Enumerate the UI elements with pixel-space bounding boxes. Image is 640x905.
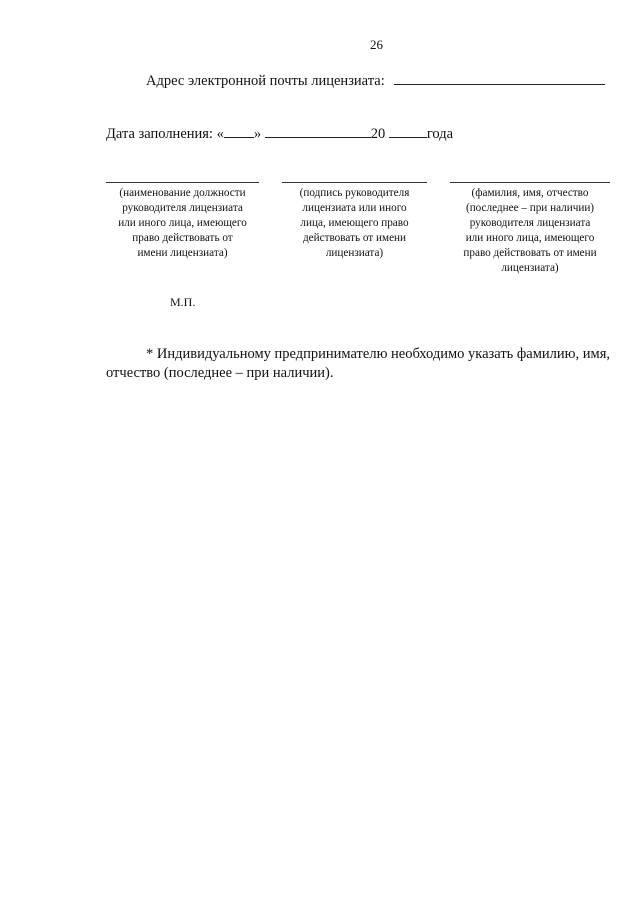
caption-line: руководителя лицензиата	[469, 217, 591, 229]
caption-line: лицензиата)	[501, 262, 559, 274]
caption-line: (подпись руководителя	[299, 187, 410, 199]
date-suffix: года	[426, 126, 454, 142]
signature-block-signature	[282, 182, 427, 261]
footnote: * Индивидуальному предпринимателю необходимо указать фамилию, имя, отчество (последнее – при наличии).	[106, 346, 610, 381]
email-label: Адрес электронной почты лицензиата:	[146, 73, 385, 89]
name-line[interactable]	[450, 182, 610, 183]
position-line[interactable]	[106, 182, 259, 183]
day-field[interactable]	[224, 123, 254, 138]
close-quote: »	[253, 126, 262, 142]
caption-line: имени лицензиата)	[137, 247, 228, 259]
date-row	[106, 123, 453, 143]
caption-line: право действовать от	[132, 232, 233, 244]
signature-line[interactable]	[282, 182, 427, 183]
email-field[interactable]	[394, 70, 605, 85]
caption-line: право действовать от имени	[463, 247, 597, 259]
caption-line: (наименование должности	[119, 187, 246, 199]
page-number: 26	[370, 37, 383, 52]
caption-line: руководителя лицензиата	[122, 202, 243, 214]
year-field[interactable]	[389, 123, 427, 138]
caption-line: (последнее – при наличии)	[465, 202, 595, 214]
signature-block-position	[106, 182, 259, 261]
email-row	[146, 70, 605, 90]
stamp-label: М.П.	[170, 295, 196, 309]
caption-line: лицензиата или иного	[302, 202, 407, 214]
caption-line: лица, имеющего право	[300, 217, 409, 229]
caption-line: действовать от имени	[302, 232, 407, 244]
caption-line: лицензиата)	[325, 247, 384, 259]
caption-line: или иного лица, имеющего	[118, 217, 247, 229]
year-prefix: 20	[370, 126, 386, 142]
caption-line: (фамилия, имя, отчество	[471, 187, 589, 199]
caption-line: или иного лица, имеющего	[465, 232, 595, 244]
month-field[interactable]	[265, 123, 371, 138]
date-label: Дата заполнения: «	[106, 126, 224, 142]
signature-block-name	[450, 182, 610, 276]
